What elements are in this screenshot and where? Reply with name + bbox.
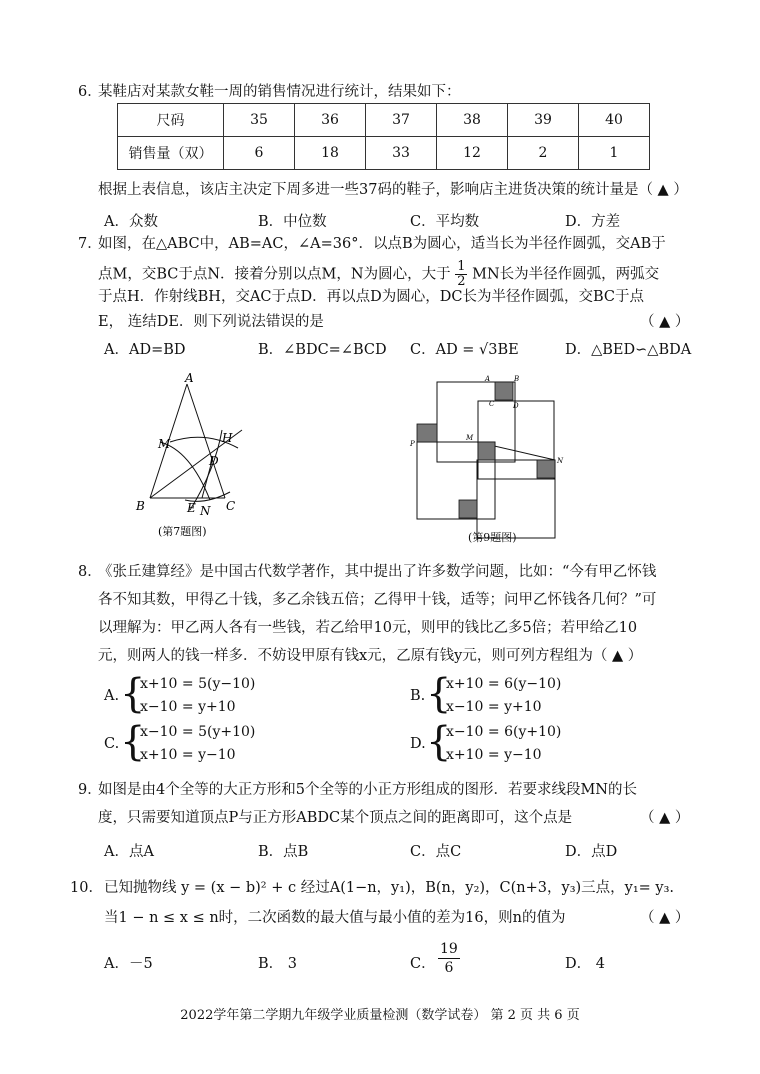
fraction-numerator: 19 <box>440 941 458 957</box>
table-cell: 37 <box>366 104 437 137</box>
q9-option-d: D．点D <box>565 844 618 860</box>
q8-option-a-label: A. <box>104 688 120 704</box>
q7-line2-a: 点M，交BC于点N．接着分别以点M，N为圆心，大于 <box>98 266 451 283</box>
table-row <box>118 137 650 170</box>
q8-option-c-brace: { <box>120 719 146 765</box>
fig7-label-a: A <box>185 371 194 385</box>
q8-option-c-eq1: x−10 = 5(y+10) <box>140 724 256 740</box>
table-cell: 6 <box>224 137 295 170</box>
fig9-label-m: M <box>466 434 474 442</box>
table-cell: 38 <box>437 104 508 137</box>
fig9-label-n: N <box>557 457 564 465</box>
q7-option-c: C．AD = √3BE <box>410 342 519 358</box>
figure-7-triangle <box>130 370 260 540</box>
q8-option-d-eq2: x+10 = y−10 <box>446 747 542 763</box>
fig7-label-m: M <box>158 437 171 451</box>
q10-option-b: B． 3 <box>258 956 297 972</box>
q6-option-c: C．平均数 <box>410 214 480 230</box>
q8-option-d-brace: { <box>426 719 452 765</box>
table-cell: 35 <box>224 104 295 137</box>
q7-line3: 于点H．作射线BH，交AC于点D．再以点D为圆心，DC长为半径作圆弧，交BC于点 <box>98 289 644 305</box>
q7-option-a: A．AD=BD <box>104 342 186 358</box>
q8-line2: 各不知其数，甲得乙十钱，多乙余钱五倍；乙得甲十钱，适等；问甲乙怀钱各几何？”可 <box>98 592 657 608</box>
q9-line1: 如图是由4个全等的大正方形和5个全等的小正方形组成的图形．若要求线段MN的长 <box>98 782 637 798</box>
table-cell: 18 <box>295 137 366 170</box>
q7-number: 7． <box>78 236 102 252</box>
fig7-label-n: N <box>200 504 211 518</box>
table-cell: 40 <box>579 104 650 137</box>
q8-number: 8． <box>78 564 102 580</box>
table-header-sales: 销售量（双） <box>118 137 224 170</box>
table-cell: 1 <box>579 137 650 170</box>
q8-option-d-eq1: x−10 = 6(y+10) <box>446 724 562 740</box>
fig7-label-c: C <box>226 499 236 513</box>
q7-option-d: D．△BED∽△BDA <box>565 342 692 358</box>
figure-9-squares <box>405 372 580 540</box>
q9-option-b: B．点B <box>258 844 309 860</box>
q7-line1: 如图，在△ABC中，AB=AC，∠A=36°．以点B为圆心，适当长为半径作圆弧，交AB于 <box>98 236 666 252</box>
q8-option-b-eq1: x+10 = 6(y−10) <box>446 676 562 692</box>
q7-line2-b: MN长为半径作圆弧，两弧交 <box>472 266 660 283</box>
q8-option-c-label: C. <box>104 736 120 752</box>
q6-option-b: B．中位数 <box>258 214 327 230</box>
q8-option-b-label: B. <box>410 688 426 704</box>
q10-option-d: D． 4 <box>565 956 605 972</box>
q7-answer-mark: （ ▲ ） <box>640 314 690 330</box>
table-cell: 36 <box>295 104 366 137</box>
q6-number: 6． <box>78 84 102 100</box>
q6-option-d: D．方差 <box>565 214 621 230</box>
fig7-label-e: E <box>187 501 196 515</box>
table-cell: 2 <box>508 137 579 170</box>
fig9-label-c: C <box>489 400 495 408</box>
fig7-label-b: B <box>136 499 145 513</box>
fraction-denominator: 2 <box>457 274 466 289</box>
q8-option-b-brace: { <box>426 671 452 717</box>
fig7-label-d: D <box>209 454 219 468</box>
fig9-caption: (第9题图) <box>468 531 517 544</box>
q9-number: 9． <box>78 782 102 798</box>
q8-option-c-eq2: x+10 = y−10 <box>140 747 236 763</box>
q9-option-c: C．点C <box>410 844 462 860</box>
q6-stem: 某鞋店对某款女鞋一周的销售情况进行统计，结果如下： <box>98 84 461 100</box>
q10-option-c-fraction <box>438 940 460 977</box>
q9-answer-mark: （ ▲ ） <box>640 810 690 826</box>
fraction-denominator: 6 <box>444 960 454 976</box>
q10-option-c: C． <box>410 956 436 972</box>
q10-line1: 已知抛物线 y = (x − b)² + c 经过A(1−n，y₁)，B(n，y₂)，C(n+3，y₃)三点，y₁= y₃. <box>104 880 675 896</box>
fig7-label-h: H <box>222 431 233 445</box>
q8-option-b-eq2: x−10 = y+10 <box>446 699 542 715</box>
table-header-size: 尺码 <box>118 104 224 137</box>
q7-option-b: B．∠BDC=∠BCD <box>258 342 387 358</box>
q8-line4: 元，则两人的钱一样多．不妨设甲原有钱x元，乙原有钱y元，则可列方程组为（ ▲ ） <box>98 648 643 664</box>
q10-option-a: A．－5 <box>104 956 153 972</box>
q9-line2: 度，只需要知道顶点P与正方形ABDC某个顶点之间的距离即可，这个点是 <box>98 810 573 826</box>
q8-line1: 《张丘建算经》是中国古代数学著作，其中提出了许多数学问题，比如：“今有甲乙怀钱 <box>98 564 657 580</box>
q10-number: 10． <box>70 880 103 896</box>
fig9-label-p: P <box>410 440 415 448</box>
q7-line4: E， 连结DE．则下列说法错误的是 <box>98 314 324 330</box>
fig9-label-a: A <box>485 375 491 383</box>
fig9-label-b: B <box>514 375 520 383</box>
fig9-label-d: D <box>513 402 519 410</box>
q8-option-a-eq1: x+10 = 5(y−10) <box>140 676 256 692</box>
q10-answer-mark: （ ▲ ） <box>640 910 690 926</box>
fig7-caption: (第7题图) <box>158 525 207 538</box>
q6-option-a: A．众数 <box>104 214 158 230</box>
table-cell: 12 <box>437 137 508 170</box>
q8-option-a-eq2: x−10 = y+10 <box>140 699 236 715</box>
q8-option-d-label: D. <box>410 736 426 752</box>
q10-line2: 当1 − n ≤ x ≤ n时，二次函数的最大值与最小值的差为16，则n的值为 <box>104 910 566 926</box>
q8-line3: 以理解为：甲乙两人各有一些钱，若乙给甲10元，则甲的钱比乙多5倍；若甲给乙10 <box>98 620 638 636</box>
q8-option-a-brace: { <box>120 671 146 717</box>
fraction-numerator: 1 <box>457 259 466 274</box>
q6-size-table <box>117 103 650 170</box>
table-row <box>118 104 650 137</box>
q6-question: 根据上表信息，该店主决定下周多进一些37码的鞋子，影响店主进货决策的统计量是（ ▲ ） <box>98 182 688 198</box>
page-footer: 2022学年第二学期九年级学业质量检测（数学试卷） 第 2 页 共 6 页 <box>180 1008 580 1023</box>
table-cell: 33 <box>366 137 437 170</box>
table-cell: 39 <box>508 104 579 137</box>
q9-option-a: A．点A <box>104 844 154 860</box>
